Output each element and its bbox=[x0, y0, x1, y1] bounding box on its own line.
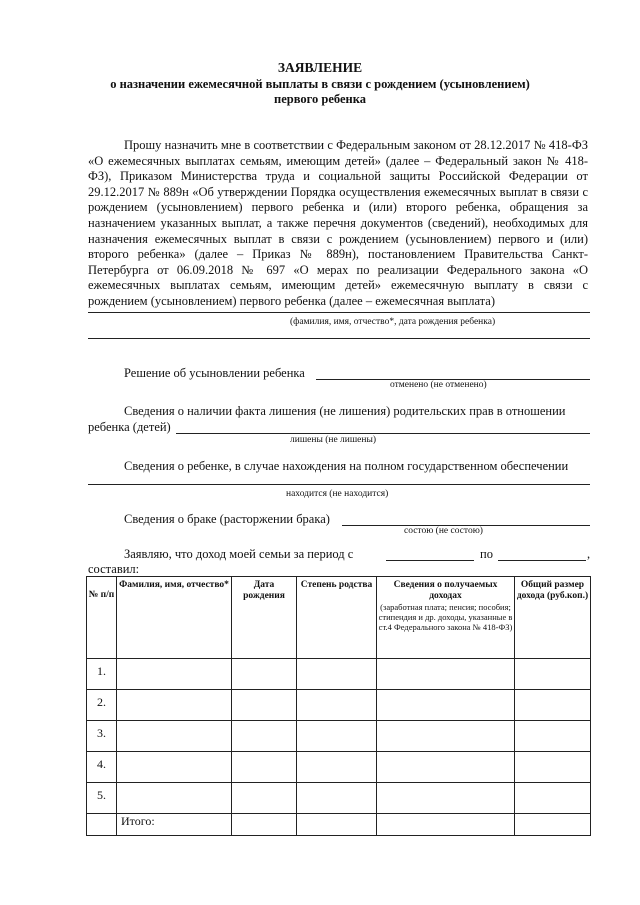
row-number: 2. bbox=[87, 690, 117, 721]
row-number: 4. bbox=[87, 752, 117, 783]
header-total: Общий размер дохода (руб.коп.) bbox=[515, 577, 591, 659]
cell-income-info[interactable] bbox=[377, 659, 515, 690]
cell-total[interactable] bbox=[515, 721, 591, 752]
row-number: 5. bbox=[87, 783, 117, 814]
cell-total[interactable] bbox=[515, 690, 591, 721]
cell-income-info[interactable] bbox=[377, 752, 515, 783]
cell-income-info[interactable] bbox=[377, 690, 515, 721]
document-subtitle-2: первого ребенка bbox=[274, 92, 366, 106]
table-header-row bbox=[87, 577, 591, 659]
header-relation: Степень родства bbox=[297, 577, 377, 659]
document-title: ЗАЯВЛЕНИЕ bbox=[277, 60, 363, 75]
cell-dob[interactable] bbox=[232, 752, 297, 783]
cell-name[interactable] bbox=[117, 659, 232, 690]
cell-dob[interactable] bbox=[232, 783, 297, 814]
total-num-cell bbox=[87, 814, 117, 836]
rights-label: Сведения о наличии факта лишения (не лишения) родительских прав в отношении bbox=[124, 404, 566, 418]
cell-name[interactable] bbox=[117, 690, 232, 721]
table-row bbox=[87, 752, 591, 783]
header-income-info-title: Сведения о получаемых доходах bbox=[393, 580, 498, 601]
row-number: 1. bbox=[87, 659, 117, 690]
total-income-info-cell bbox=[377, 814, 515, 836]
rights-field[interactable] bbox=[176, 433, 590, 434]
adoption-caption: отменено (не отменено) bbox=[390, 380, 487, 390]
cell-total[interactable] bbox=[515, 783, 591, 814]
rights-caption: лишены (не лишены) bbox=[290, 435, 377, 445]
total-label: Итого: bbox=[117, 814, 232, 836]
cell-dob[interactable] bbox=[232, 690, 297, 721]
total-dob-cell bbox=[232, 814, 297, 836]
marriage-caption: состою (не состою) bbox=[404, 526, 483, 536]
cell-name[interactable] bbox=[117, 752, 232, 783]
cell-name[interactable] bbox=[117, 721, 232, 752]
table-row bbox=[87, 783, 591, 814]
income-period-to-field[interactable] bbox=[498, 560, 586, 561]
adoption-label: Решение об усыновлении ребенка bbox=[124, 366, 305, 380]
cell-relation[interactable] bbox=[297, 783, 377, 814]
total-amount-cell[interactable] bbox=[515, 814, 591, 836]
table-row bbox=[87, 721, 591, 752]
application-body-text: Прошу назначить мне в соответствии с Федеральным законом от 28.12.2017 № 418-ФЗ «О ежемесячных выплатах семьям, имеющим детей» (далее – Федеральный закон № 418-ФЗ), Приказом Министерства труда и социальной защиты Российской Федерации от 29.12.2017 № 889н «Об утверждении Порядка осуществления ежемесячных выплат в связи с рождением (усыновлением) первого ребенка и (или) второго ребенка, обращения за назначением указанных выплат, а также перечня документов (сведений), необходимых для назначения ежемесячных выплат в связи с рождением (усыновлением) первого и (или) второго ребенка» (далее – Приказ № 889н), постановлением Правительства Санкт-Петербурга от 06.09.2018 № 697 «О мерах по реализации Федерального закона «О ежемесячных выплатах семьям, имеющим детей» ежемесячную выплату в связи с рождением (усыновлением) первого ребенка (далее – ежемесячная выплата) bbox=[88, 138, 588, 308]
document-subtitle: о назначении ежемесячной выплаты в связи с рождением (усыновлением) bbox=[110, 77, 530, 91]
cell-income-info[interactable] bbox=[377, 721, 515, 752]
child-name-field-2[interactable] bbox=[88, 338, 590, 339]
income-declaration: Заявляю, что доход моей семьи за период с bbox=[124, 547, 354, 561]
header-dob: Дата рождения bbox=[232, 577, 297, 659]
table-row bbox=[87, 690, 591, 721]
header-num: № п/п bbox=[87, 577, 117, 659]
state-care-caption: находится (не находится) bbox=[286, 489, 389, 499]
table-total-row bbox=[87, 814, 591, 836]
cell-income-info[interactable] bbox=[377, 783, 515, 814]
income-to-label: по bbox=[480, 547, 493, 561]
cell-relation[interactable] bbox=[297, 690, 377, 721]
cell-total[interactable] bbox=[515, 752, 591, 783]
cell-total[interactable] bbox=[515, 659, 591, 690]
total-relation-cell bbox=[297, 814, 377, 836]
income-composed-label: составил: bbox=[88, 562, 140, 576]
cell-dob[interactable] bbox=[232, 659, 297, 690]
application-body bbox=[88, 138, 588, 310]
rights-label-2: ребенка (детей) bbox=[88, 420, 171, 434]
cell-relation[interactable] bbox=[297, 659, 377, 690]
cell-dob[interactable] bbox=[232, 721, 297, 752]
cell-relation[interactable] bbox=[297, 752, 377, 783]
child-name-caption: (фамилия, имя, отчество*, дата рождения ребенка) bbox=[290, 317, 496, 327]
child-name-field[interactable] bbox=[88, 312, 590, 313]
income-comma: , bbox=[587, 547, 591, 561]
income-table bbox=[86, 576, 591, 836]
state-care-label: Сведения о ребенке, в случае нахождения на полном государственном обеспечении bbox=[124, 459, 569, 473]
state-care-field[interactable] bbox=[88, 484, 590, 485]
cell-name[interactable] bbox=[117, 783, 232, 814]
header-income-info bbox=[377, 577, 515, 659]
income-period-from-field[interactable] bbox=[386, 560, 474, 561]
cell-relation[interactable] bbox=[297, 721, 377, 752]
header-income-info-note: (заработная плата; пенсия; пособия; стипендия и др. доходы, указанные в ст.4 Федерального закона № 418-ФЗ) bbox=[378, 602, 513, 632]
row-number: 3. bbox=[87, 721, 117, 752]
header-name: Фамилия, имя, отчество* bbox=[117, 577, 232, 659]
marriage-label: Сведения о браке (расторжении брака) bbox=[124, 512, 330, 526]
table-row bbox=[87, 659, 591, 690]
